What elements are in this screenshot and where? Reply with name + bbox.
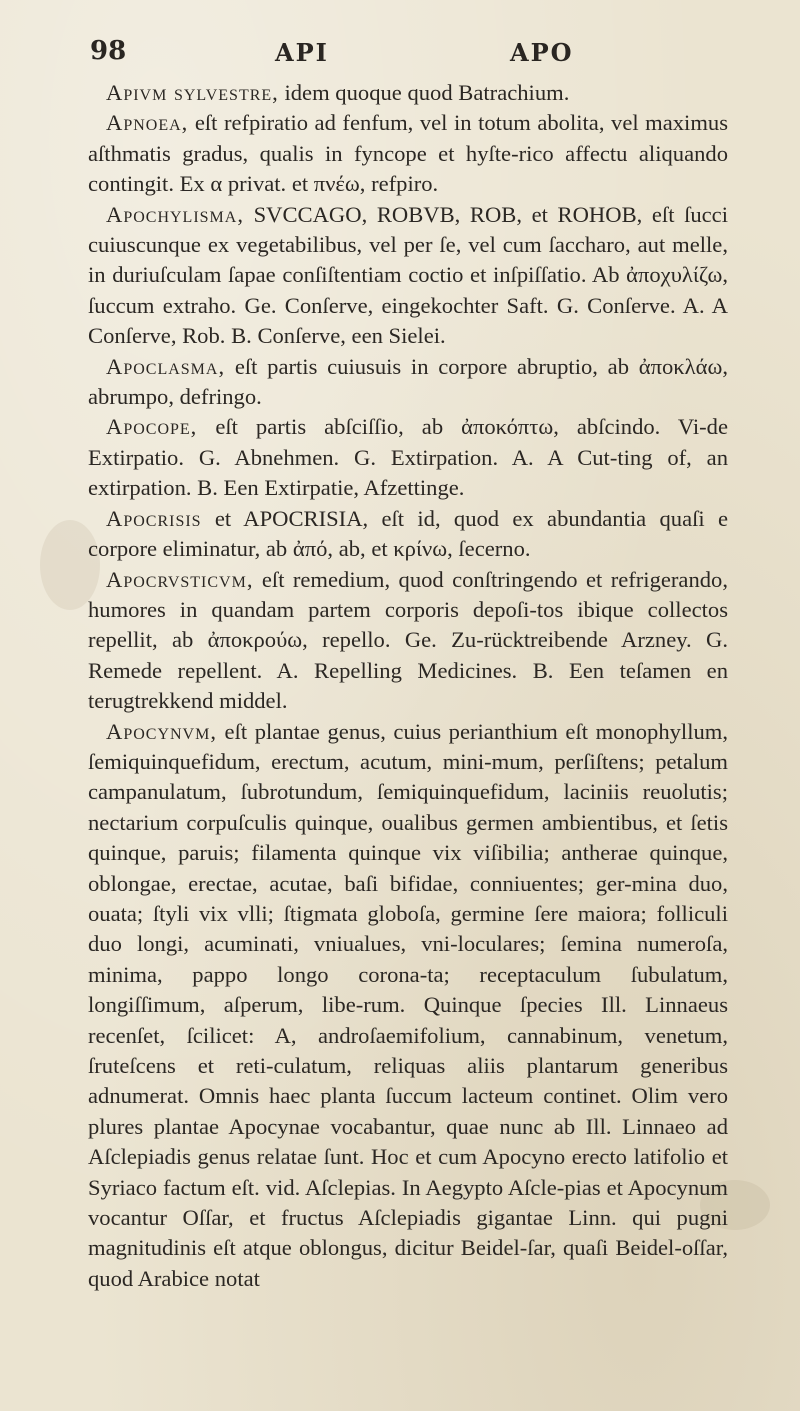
entry-body: eſt refpiratio ad fenfum, vel in totum abolita, vel maximus aſthmatis gradus, qualis in fyncope et hyſte-rico affectu aliquando contingit. Ex α privat. et πνέω, refpiro. xyxy=(88,110,728,197)
entry-apocynum xyxy=(88,717,728,1295)
entry-apocrisis xyxy=(88,504,728,565)
entry-term: Apocrisis xyxy=(106,505,202,531)
entry-apocope xyxy=(88,412,728,503)
entry-body: idem quoque quod Batrachium. xyxy=(278,80,570,105)
entry-term: Apocynvm, xyxy=(106,718,217,744)
entry-body: et APOCRISIA, eſt id, quod ex abundantia quaſi e corpore eliminatur, ab ἀπό, ab, et κρίνω, ſecerno. xyxy=(88,505,728,562)
entry-apochylisma xyxy=(88,200,728,352)
entry-body: eſt plantae genus, cuius perianthium eſt monophyllum, ſemiquinquefidum, erectum, acutum, mini-mum, perſiſtens; petalum campanulatum, ſubrotundum, ſemiquinquefidum, laciniis reuolutis; nectarium corpuſculis quinque, oualibus germen ambientibus, et ſetis quinque, paruis; filamenta quinque vix viſibilia; antherae quinque, oblongae, erectae, acutae, baſi bifidae, conniuentes; ger-mina duo, ouata; ſtyli vix vlli; ſtigmata globoſa, germine ſere maiora; folliculi duo longi, acuminati, vniualues, vni-loculares; ſemina numeroſa, minima, pappo longo corona-ta; receptaculum ſubulatum, longiſſimum, aſperum, libe-rum. Quinque ſpecies Ill. Linnaeus recenſet, ſcilicet: A, androſaemifolium, cannabinum, venetum, ſruteſcens et reti-culatum, reliquas aliis plantarum generibus adnumerat. Omnis haec planta ſuccum lacteum continet. Olim vero plures plantae Apocynae vocabantur, quae nunc ab Ill. Linnaeo ad Aſclepiadis genus relatae ſunt. Hoc et cum Apocyno erecto latifolio et Syriaco factum eſt. vid. Aſclepias. In Aegypto Aſcle-pias et Apocynum vocantur Oſſar, et fructus Aſclepiadis gigantae Linn. qui pugni magnitudinis eſt atque oblongus, dicitur Beidel-ſar, quaſi Beidel-oſſar, quod Arabice notat xyxy=(88,718,728,1291)
entry-apium-sylvestre xyxy=(88,78,728,108)
entry-apnoea xyxy=(88,108,728,199)
entry-body: eſt partis abſciſſio, ab ἀποκόπτω, abſcindo. Vi-de Extirpatio. G. Abnehmen. G. Extirpation. A. A Cut-ting of, an extirpation. B. Een Extirpatie, Afzettinge. xyxy=(88,414,728,501)
entry-body: eſt partis cuiusuis in corpore abruptio, ab ἀποκλάω, abrumpo, defringo. xyxy=(88,353,728,410)
entry-body: eſt remedium, quod conſtringendo et refrigerando, humores in quandam partem corporis depoſi-tos ibique collectos repellit, ab ἀποκρούω, repello. Ge. Zu-rücktreibende Arzney. G. Remede repellent. A. Repelling Medicines. B. Een teſamen en terugtrekkend middel. xyxy=(88,566,728,714)
entry-term: Apnoea, xyxy=(106,110,189,136)
entry-apocrusticum xyxy=(88,565,728,717)
running-head-right: APO xyxy=(510,38,574,67)
running-head-left: API xyxy=(275,38,329,67)
entry-term: Apochylisma, xyxy=(106,201,244,227)
entry-term: Apocrvsticvm, xyxy=(106,566,254,592)
entry-term: Apocope, xyxy=(106,414,198,440)
running-header xyxy=(90,36,690,76)
entry-term: Apoclasma, xyxy=(106,353,226,379)
entry-term: Apivm sylvestre, xyxy=(106,80,279,105)
dictionary-text xyxy=(88,78,728,1294)
entry-apoclasma xyxy=(88,352,728,413)
entry-body: SVCCAGO, ROBVB, ROB, et ROHOB, eſt ſucci cuiuscunque ex vegetabilibus, vel per ſe, vel cum ſaccharo, aut melle, in duriuſculam ſapae conſiſtentiam coctio et inſpiſſatio. Ab ἀποχυλίζω, ſuccum extraho. Ge. Conſerve, eingekochter Saft. G. Conſerve. A. A Conſerve, Rob. B. Conſerve, een Sielei. xyxy=(88,201,728,349)
page-number: 98 xyxy=(90,36,127,66)
